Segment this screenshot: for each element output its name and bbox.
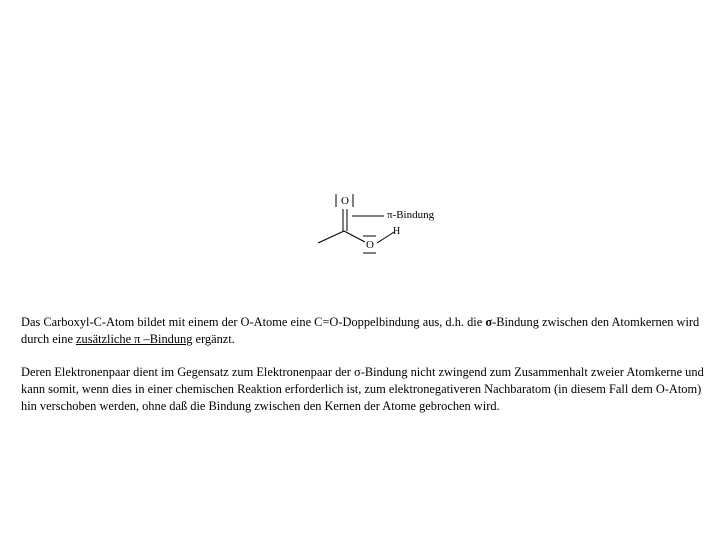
pi-bond-label: π-Bindung: [387, 209, 435, 221]
o-h-bond: [377, 232, 394, 243]
paragraph-electron-pair: Deren Elektronenpaar dient im Gegensatz zum Elektronenpaar der σ-Bindung nicht zwingend zum Zusammenhalt zweier Atomkerne und kann somit, wenn dies in einer chemischen Reaktion erforderlich ist, zum elektronegativeren Nachbaratom (in diesem Fall dem O-Atom) hin verschoben werden, ohne daß die Bindung zwischen den Kernen der Atome gebrochen wird.: [21, 365, 704, 413]
atom-oxygen-bottom: O: [366, 239, 374, 251]
carboxyl-structure-diagram: [300, 185, 460, 265]
methyl-bond: [318, 231, 344, 243]
atom-hydrogen: H: [393, 226, 401, 237]
paragraph-double-bond: [21, 314, 711, 348]
atom-oxygen-top: O: [341, 195, 349, 207]
c-o-single-bond: [344, 231, 365, 242]
paragraph-1-part-2: -Bindung zwischen den Atomkernen wird durch eine: [21, 315, 700, 346]
sigma-symbol: σ: [485, 315, 493, 329]
pi-bond-emphasis: zusätzliche π –Bindung: [76, 332, 193, 346]
paragraph-1-part-1: Das Carboxyl-C-Atom bildet mit einem der O-Atome eine C=O-Doppelbindung aus, d.h. die: [21, 315, 486, 329]
paragraph-1-part-3: ergänzt.: [192, 332, 235, 346]
structure-bonds: [300, 185, 460, 265]
